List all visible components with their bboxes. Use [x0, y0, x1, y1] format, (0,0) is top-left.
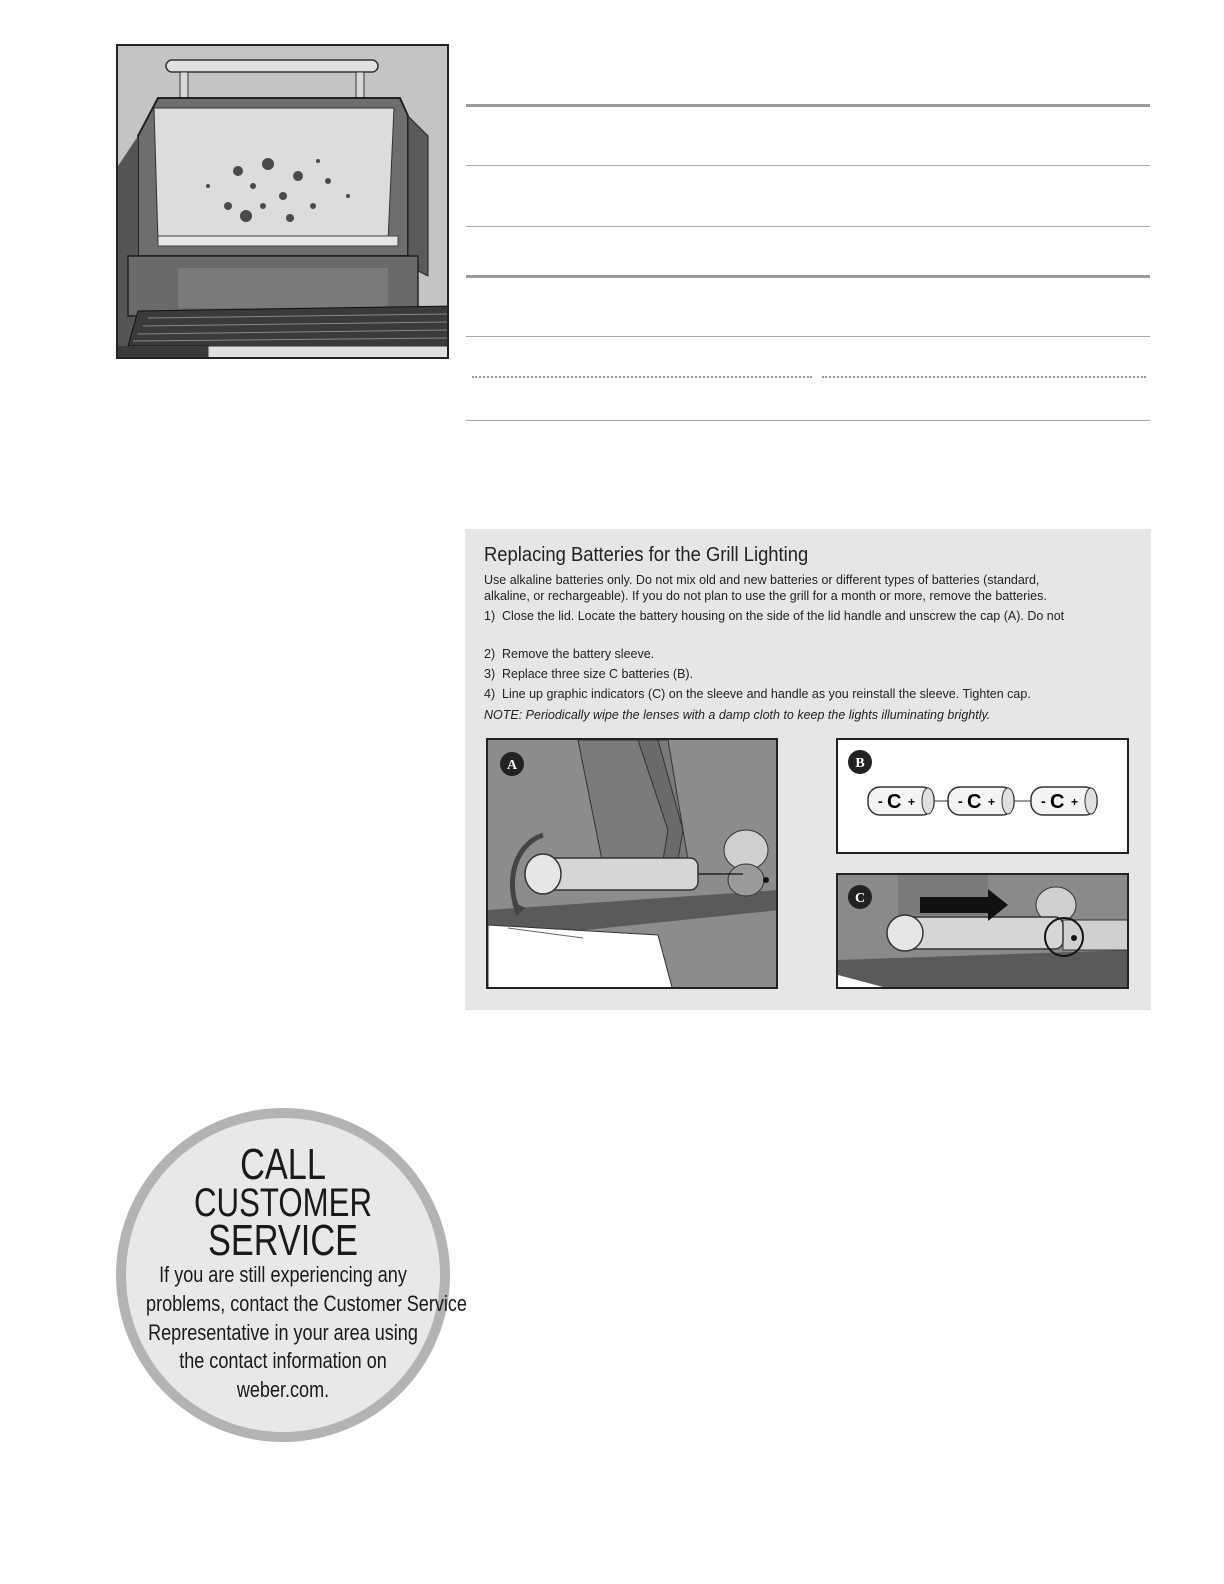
table-rule-top: [466, 104, 1150, 107]
battery-minus-label: -: [958, 793, 963, 809]
battery-step-4: [484, 686, 1031, 702]
figure-b-three-c-batteries: [836, 738, 1129, 854]
badge-heading-customer: CUSTOMER: [194, 1181, 372, 1225]
step-text: Replace three size C batteries (B).: [502, 667, 694, 681]
battery-note: NOTE: Periodically wipe the lenses with a damp cloth to keep the lights illuminating brightly.: [484, 708, 991, 722]
battery-minus-label: -: [1041, 793, 1046, 809]
step-text: Line up graphic indicators (C) on the sleeve and handle as you reinstall the sleeve. Tighten cap.: [502, 687, 1031, 701]
step-number: 2): [484, 647, 496, 661]
battery-minus-label: -: [878, 793, 883, 809]
step-number: 4): [484, 687, 496, 701]
battery-cell: [868, 787, 934, 815]
table-rule: [466, 336, 1150, 337]
battery-step-2: [484, 646, 654, 662]
battery-plus-label: +: [1071, 795, 1079, 809]
battery-plus-label: +: [988, 795, 996, 809]
battery-letter: C: [967, 791, 982, 813]
figure-a-unscrew-cap: [486, 738, 778, 989]
badge-body-line: problems, contact the Customer Service: [146, 1291, 467, 1316]
step-text: Close the lid. Locate the battery housing on the side of the lid handle and unscrew the cap (A). Do not: [502, 609, 1065, 623]
battery-intro-line-2: alkaline, or rechargeable). If you do not plan to use the grill for a month or more, remove the batteries.: [484, 589, 1047, 603]
battery-section-title: Replacing Batteries for the Grill Lighting: [484, 544, 809, 566]
dotted-separator: [472, 376, 812, 380]
table-rule: [466, 226, 1150, 227]
battery-intro-line-1: Use alkaline batteries only. Do not mix old and new batteries or different types of batteries (standard,: [484, 573, 1040, 587]
table-rule-bottom: [466, 420, 1150, 421]
call-customer-service-badge: [116, 1108, 467, 1442]
figure-a-badge: A: [506, 758, 518, 773]
battery-plus-label: +: [908, 795, 916, 809]
step-number: 3): [484, 667, 496, 681]
badge-body-line: Representative in your area using: [148, 1320, 418, 1345]
table-rule-section: [466, 275, 1150, 278]
badge-website: weber.com.: [236, 1377, 330, 1402]
badge-heading-service: SERVICE: [207, 1216, 359, 1265]
grill-illustration: [116, 44, 449, 359]
battery-step-1: [484, 608, 1064, 624]
badge-body-line: the contact information on: [179, 1348, 387, 1373]
badge-heading-call: CALL: [240, 1140, 326, 1189]
figure-b-badge: B: [855, 756, 865, 771]
battery-cell: [948, 787, 1014, 815]
battery-cell: [1031, 787, 1097, 815]
step-text: Remove the battery sleeve.: [502, 647, 655, 661]
table-rule: [466, 165, 1150, 166]
battery-step-3: [484, 666, 693, 682]
battery-letter: C: [1050, 791, 1065, 813]
badge-body-line: If you are still experiencing any: [159, 1262, 407, 1287]
figure-c-badge: C: [854, 891, 866, 906]
dotted-separator: [822, 376, 1146, 380]
battery-letter: C: [887, 791, 902, 813]
step-number: 1): [484, 609, 496, 623]
figure-c-align-indicators: [836, 873, 1129, 989]
